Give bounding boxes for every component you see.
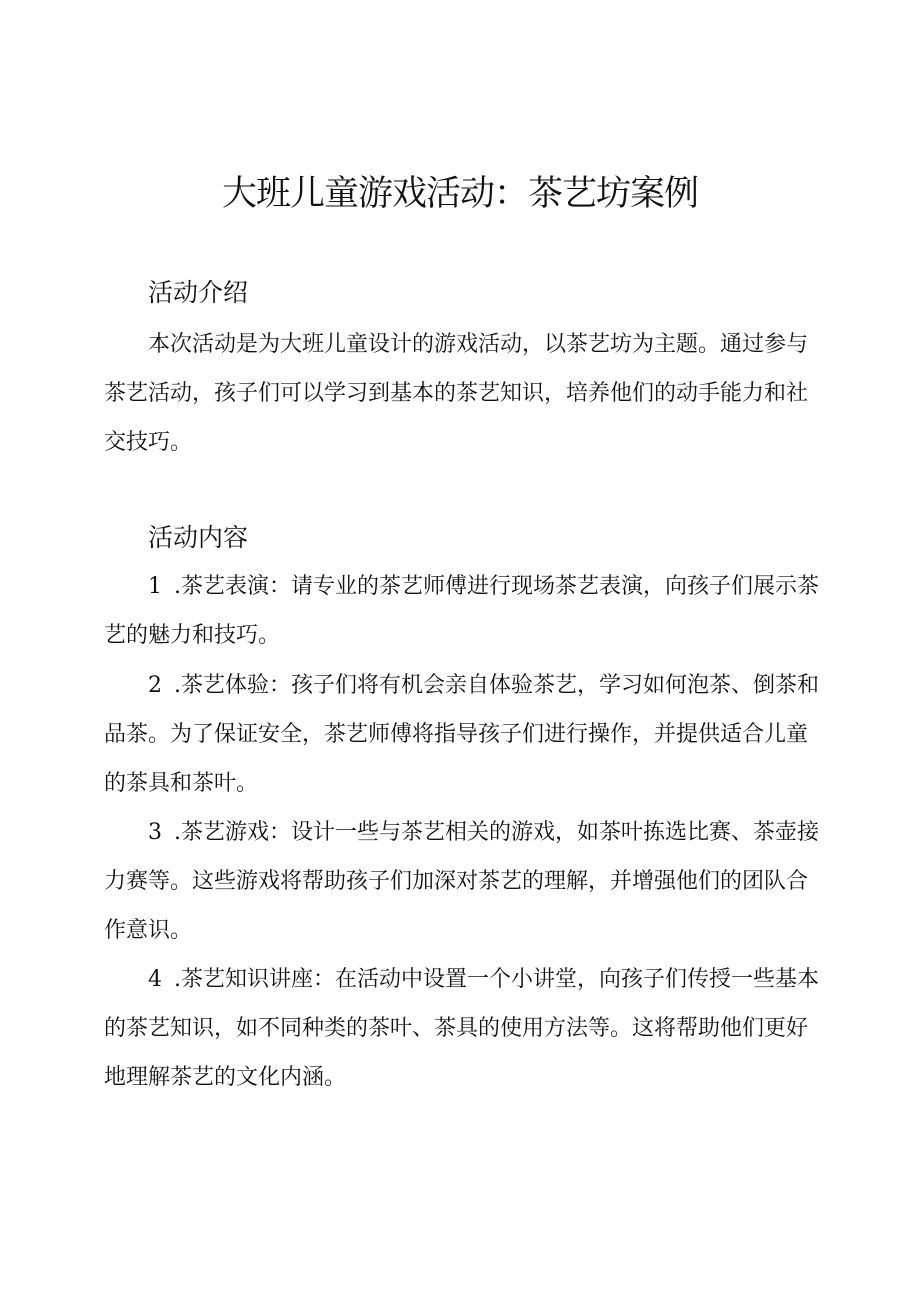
list-item-number: 2	[148, 673, 162, 698]
section-heading-content: 活动内容	[148, 523, 249, 552]
list-item-number: 3	[148, 820, 162, 845]
intro-paragraph: 本次活动是为大班儿童设计的游戏活动，以茶艺坊为主题。通过参与茶艺活动，孩子们可以学习到基本的茶艺知识，培养他们的动手能力和社交技巧。	[104, 332, 809, 455]
list-item	[104, 562, 824, 660]
list-item	[104, 808, 824, 955]
list-item-number: 4	[148, 967, 162, 992]
list-item-text: .茶艺知识讲座：在活动中设置一个小讲堂，向孩子们传授一些基本的茶艺知识，如不同种类的茶叶、茶具的使用方法等。这将帮助他们更好地理解茶艺的文化内涵。	[104, 967, 819, 1090]
list-item-text: .茶艺体验：孩子们将有机会亲自体验茶艺，学习如何泡茶、倒茶和品茶。为了保证安全，茶艺师傅将指导孩子们进行操作，并提供适合儿童的茶具和茶叶。	[104, 673, 819, 796]
document-title: 大班儿童游戏活动：茶艺坊案例	[221, 174, 698, 214]
list-item-text: .茶艺游戏：设计一些与茶艺相关的游戏，如茶叶拣选比赛、茶壶接力赛等。这些游戏将帮助孩子们加深对茶艺的理解，并增强他们的团队合作意识。	[104, 820, 819, 943]
list-item-number: 1	[148, 574, 162, 599]
section-heading-intro: 活动介绍	[148, 278, 249, 307]
list-item	[104, 955, 824, 1102]
list-item	[104, 661, 824, 808]
list-item-text: .茶艺表演：请专业的茶艺师傅进行现场茶艺表演，向孩子们展示茶艺的魅力和技巧。	[104, 574, 819, 648]
